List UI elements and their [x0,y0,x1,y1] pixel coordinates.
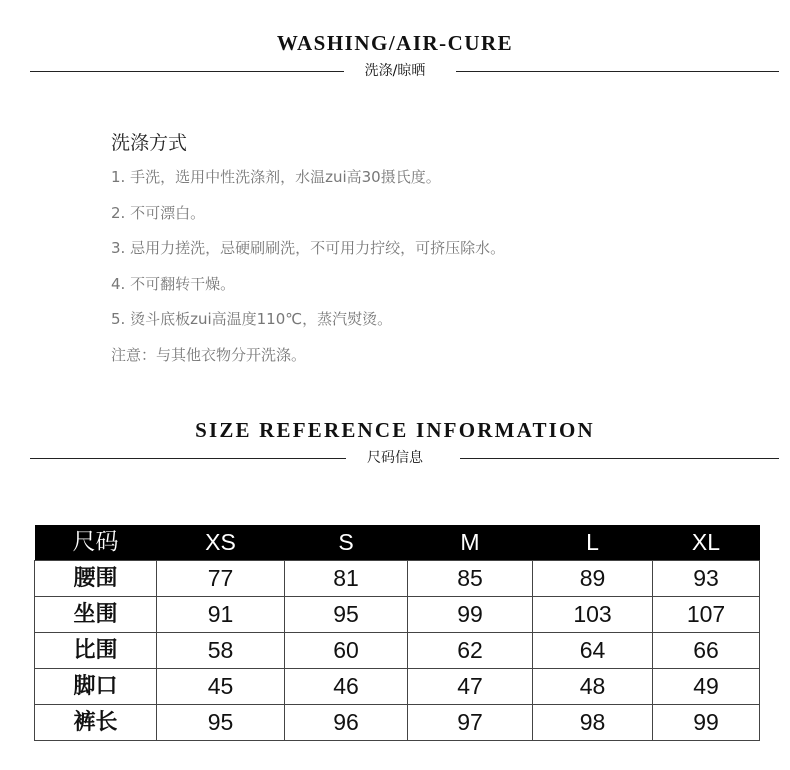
table-cell: 48 [533,669,653,705]
size-header-subtitle: 尺码信息 [367,450,423,466]
table-row [35,561,760,597]
table-cell: 64 [533,633,653,669]
column-header: S [285,525,408,561]
table-cell: 47 [408,669,533,705]
table-cell: 81 [285,561,408,597]
table-cell: 93 [653,561,760,597]
table-cell: 98 [533,705,653,741]
washing-item: 3. 忌用力搓洗，忌硬刷刷洗，不可用力拧绞，可挤压除水。 [111,239,506,257]
table-cell: 103 [533,597,653,633]
table-cell: 66 [653,633,760,669]
washing-item: 5. 烫斗底板zui高温度110℃，蒸汽熨烫。 [111,310,393,328]
column-header: XL [653,525,760,561]
washing-instructions [111,130,505,373]
column-header: M [408,525,533,561]
table-cell: 95 [157,705,285,741]
row-label: 比围 [35,633,157,669]
table-cell: 60 [285,633,408,669]
table-row [35,705,760,741]
washing-header-subtitle: 洗涤/晾晒 [364,63,426,79]
column-header: 尺码 [35,525,157,561]
row-label: 裤长 [35,705,157,741]
washing-item: 1. 手洗，选用中性洗涤剂，水温zui高30摄氏度。 [111,168,441,186]
table-cell: 58 [157,633,285,669]
table-cell: 95 [285,597,408,633]
washing-note: 注意：与其他衣物分开洗涤。 [111,345,307,364]
table-row [35,597,760,633]
table-cell: 91 [157,597,285,633]
divider-right [460,458,779,459]
row-label: 坐围 [35,597,157,633]
row-label: 脚口 [35,669,157,705]
size-header [0,418,790,470]
table-cell: 99 [408,597,533,633]
table-cell: 107 [653,597,760,633]
washing-method-title: 洗涤方式 [111,132,188,154]
size-table-header [35,525,760,561]
table-cell: 85 [408,561,533,597]
table-cell: 77 [157,561,285,597]
table-row [35,633,760,669]
size-table [34,525,760,741]
table-cell: 96 [285,705,408,741]
divider-right [456,71,779,72]
washing-header [0,31,790,83]
column-header: XS [157,525,285,561]
washing-header-title: WASHING/AIR-CURE [276,31,514,55]
table-cell: 97 [408,705,533,741]
table-row [35,669,760,705]
table-cell: 62 [408,633,533,669]
washing-item: 4. 不可翻转干燥。 [111,274,236,293]
table-cell: 45 [157,669,285,705]
column-header: L [533,525,653,561]
table-cell: 99 [653,705,760,741]
size-header-title: SIZE REFERENCE INFORMATION [195,418,595,442]
table-cell: 49 [653,669,760,705]
table-cell: 46 [285,669,408,705]
washing-item: 2. 不可漂白。 [111,203,206,222]
table-cell: 89 [533,561,653,597]
row-label: 腰围 [35,561,157,597]
